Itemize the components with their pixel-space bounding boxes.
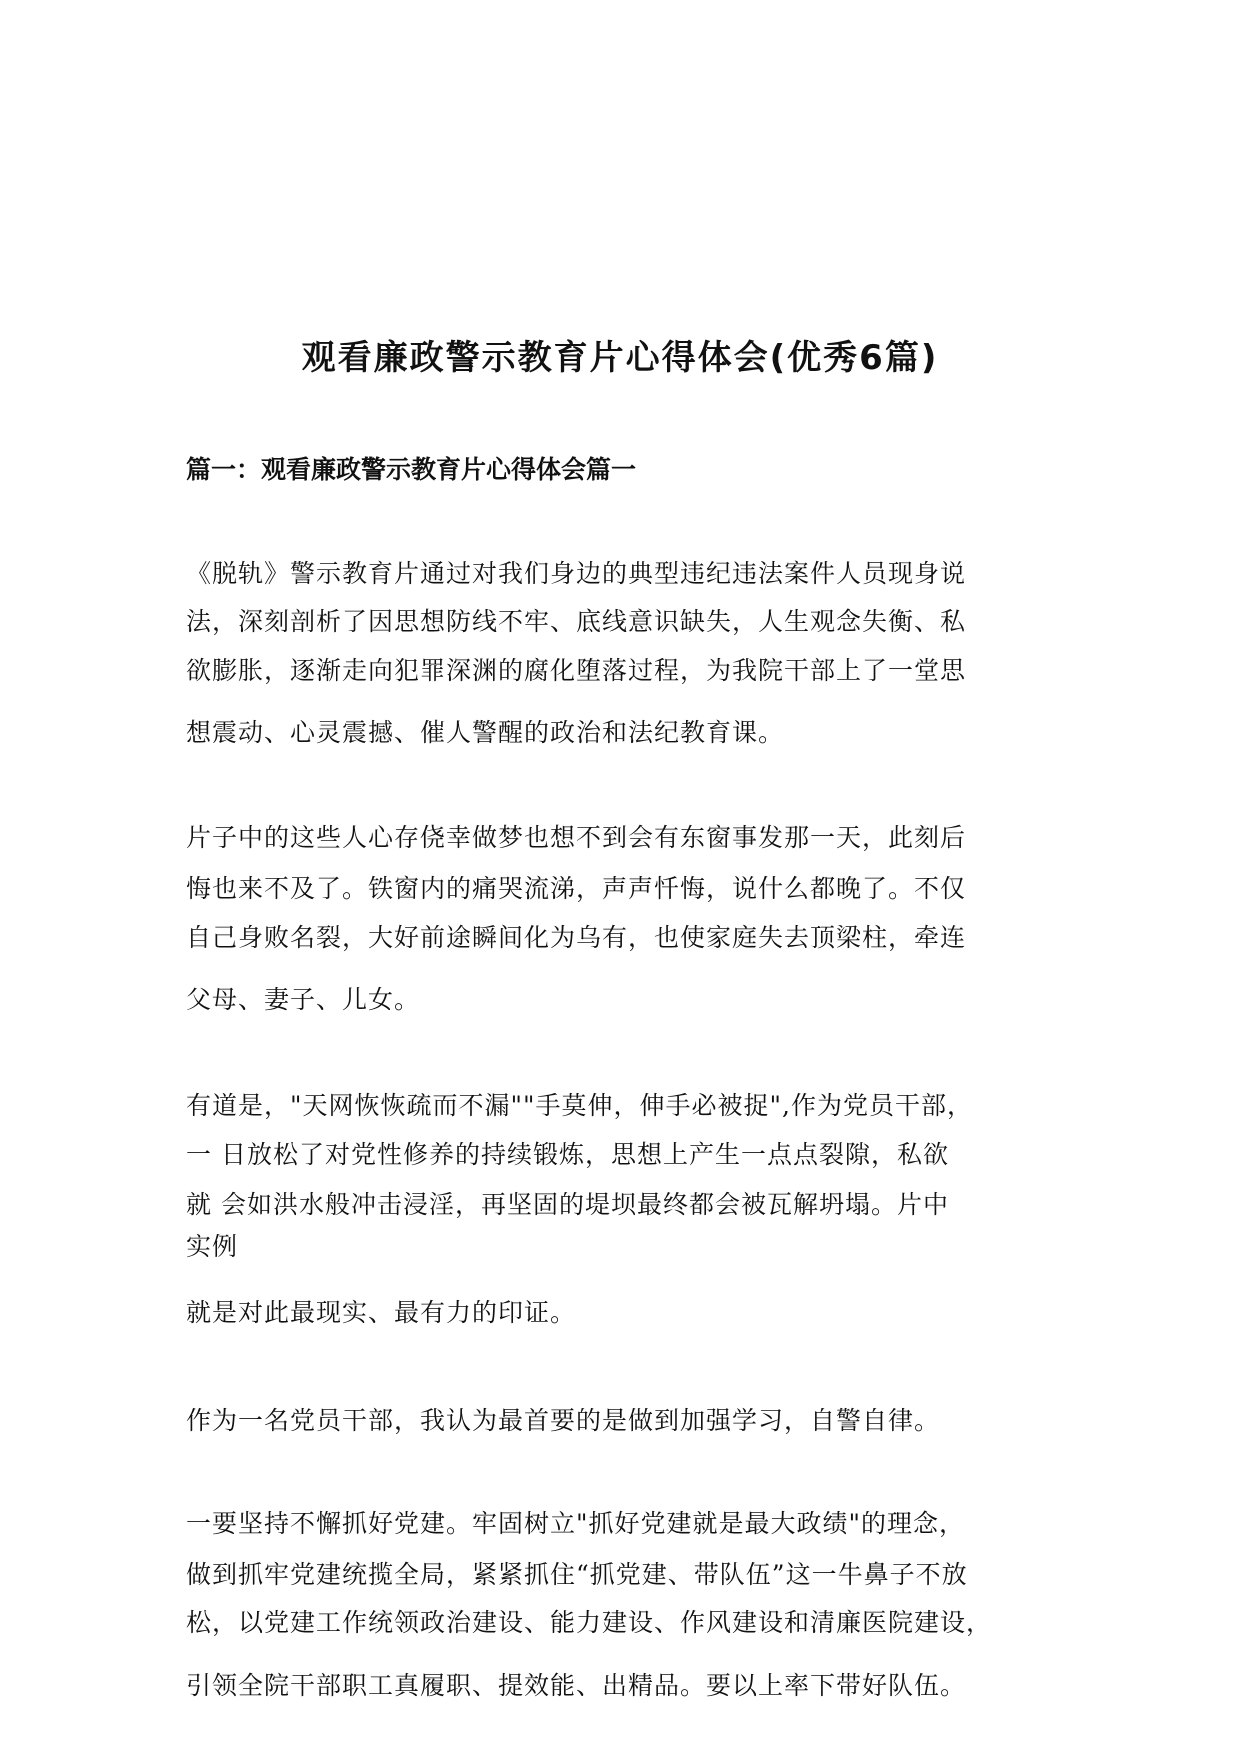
paragraph-line: 一 日放松了对党性修养的持续锻炼，思想上产生一点点裂隙，私欲: [186, 1140, 949, 1169]
paragraph-line: 欲膨胀，逐渐走向犯罪深渊的腐化堕落过程，为我院干部上了一堂思: [186, 656, 967, 685]
paragraph-line: 悔也来不及了。铁窗内的痛哭流涕，声声忏悔，说什么都晚了。不仅: [186, 874, 967, 903]
paragraph-line: 做到抓牢党建统揽全局，紧紧抓住“抓党建、带队伍”这一牛鼻子不放: [186, 1560, 968, 1589]
paragraph-line: 法，深刻剖析了因思想防线不牢、底线意识缺失，人生观念失衡、私: [186, 607, 967, 636]
paragraph-line: 一要坚持不懈抓好党建。牢固树立"抓好党建就是最大政绩"的理念，: [186, 1509, 966, 1538]
paragraph-line: 有道是，"天网恢恢疏而不漏""手莫伸，伸手必被捉",作为党员干部，: [186, 1091, 973, 1120]
paragraph-line: 就是对此最现实、最有力的印证。: [186, 1298, 577, 1327]
paragraph-line: 片子中的这些人心存侥幸做梦也想不到会有东窗事发那一天，此刻后: [186, 823, 967, 852]
paragraph-line: 实例: [186, 1232, 239, 1261]
paragraph-line: 引领全院干部职工真履职、提效能、出精品。要以上率下带好队伍。: [186, 1671, 967, 1700]
paragraph-line: 作为一名党员干部，我认为最首要的是做到加强学习，自警自律。: [186, 1406, 941, 1435]
document-title: 观看廉政警示教育片心得体会(优秀6篇): [301, 338, 939, 378]
paragraph-line: 父母、妻子、儿女。: [186, 985, 421, 1014]
section-heading: 篇一：观看廉政警示教育片心得体会篇一: [186, 455, 637, 484]
paragraph-line: 就 会如洪水般冲击浸淫，再坚固的堤坝最终都会被瓦解坍塌。片中: [186, 1190, 949, 1219]
paragraph-line: 想震动、心灵震撼、催人警醒的政治和法纪教育课。: [186, 718, 785, 747]
paragraph-line: 松，以党建工作统领政治建设、能力建设、作风建设和清廉医院建设，: [186, 1608, 993, 1637]
paragraph-line: 《脱轨》警示教育片通过对我们身边的典型违纪违法案件人员现身说: [186, 559, 967, 588]
paragraph-line: 自己身败名裂，大好前途瞬间化为乌有，也使家庭失去顶梁柱，牵连: [186, 923, 967, 952]
